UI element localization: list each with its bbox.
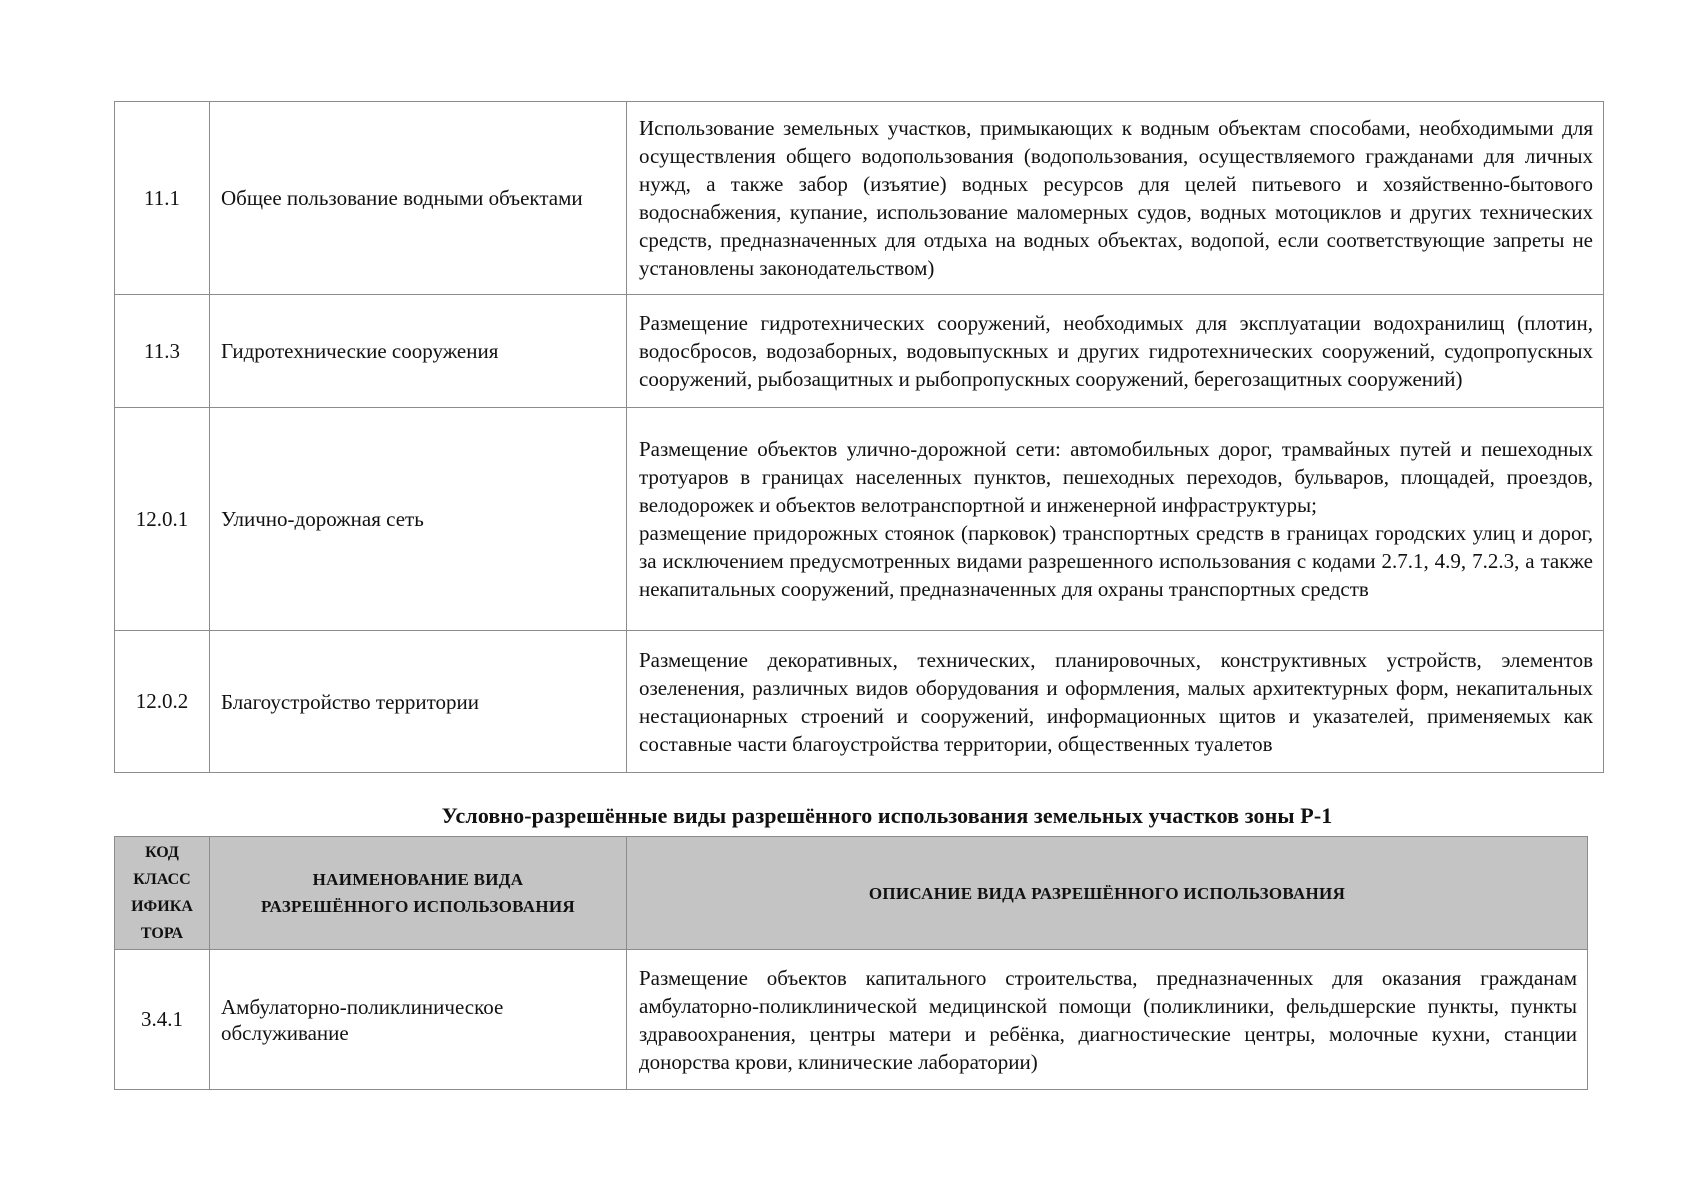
use-type-name: Улично-дорожная сеть [210,408,627,631]
use-type-description [627,631,1604,773]
classifier-code: 12.0.2 [115,631,210,773]
conditional-uses-table [114,836,1588,1090]
use-type-description [627,950,1588,1090]
use-type-description [627,408,1604,631]
permitted-uses-table-continued [114,101,1604,773]
description-paragraph: размещение придорожных стоянок (парковок) транспортных средств в границах городских улиц и дорог, за исключением предусмотренных видами разрешенного использования с кодами 2.7.1, 4.9, 7.2.3, а также некапитальных сооружений, предназначенных для охраны транспортных средств [639,521,1593,601]
use-type-name: Гидротехнические сооружения [210,295,627,408]
header-line: РАЗРЕШЁННОГО ИСПОЛЬЗОВАНИЯ [261,897,575,916]
table-row [115,408,1604,631]
use-type-description [627,295,1604,408]
classifier-code: 3.4.1 [115,950,210,1090]
header-line: ТОРА [140,925,184,942]
header-code [115,837,210,950]
header-line: КОД [145,844,179,861]
table-row [115,950,1588,1090]
header-line: НАИМЕНОВАНИЕ ВИДА [312,870,524,889]
header-line: ИФИКА [131,898,193,915]
description-paragraph: Размещение декоративных, технических, планировочных, конструктивных устройств, элементов озеленения, различных видов оборудования и оформления, малых архитектурных форм, некапитальных нестационарных строений и сооружений, информационных щитов и указателей, применяемых как составные части благоустройства территории, общественных туалетов [639,647,1593,756]
classifier-code: 11.1 [115,102,210,295]
use-type-name: Общее пользование водными объектами [210,102,627,295]
description-paragraph: Размещение объектов капитального строительства, предназначенных для оказания гражданам амбулаторно-поликлинической медицинской помощи (поликлиники, фельдшерские пункты, пункты здравоохранения, центры матери и ребёнка, диагностические центры, молочные кухни, станции донорства крови, клинические лаборатории) [639,965,1577,1074]
header-description: ОПИСАНИЕ ВИДА РАЗРЕШЁННОГО ИСПОЛЬЗОВАНИЯ [627,837,1588,950]
table-row [115,102,1604,295]
description-paragraph: Размещение объектов улично-дорожной сети: автомобильных дорог, трамвайных путей и пешеходных тротуаров в границах населенных пунктов, пешеходных переходов, бульваров, площадей, проездов, велодорожек и объектов велотранспортной и инженерной инфраструктуры; [639,437,1593,517]
use-type-name: Благоустройство территории [210,631,627,773]
classifier-code: 12.0.1 [115,408,210,631]
header-line: КЛАСС [133,871,191,888]
section-title: Условно-разрешённые виды разрешённого использования земельных участков зоны Р-1 [441,803,1333,828]
description-paragraph: Размещение гидротехнических сооружений, необходимых для эксплуатации водохранилищ (плотин, водосбросов, водозаборных, водовыпускных и других гидротехнических сооружений, судопропускных сооружений, рыбозащитных и рыбопропускных сооружений, берегозащитных сооружений) [639,311,1593,391]
description-paragraph: Использование земельных участков, примыкающих к водным объектам способами, необходимыми для осуществления общего водопользования (водопользования, осуществляемого гражданами для личных нужд, а также забор (изъятие) водных ресурсов для целей питьевого и хозяйственно-бытового водоснабжения, купание, использование маломерных судов, водных мотоциклов и других технических средств, предназначенных для отдыха на водных объектах, водопой, если соответствующие запреты не установлены законодательством) [639,116,1593,280]
classifier-code: 11.3 [115,295,210,408]
use-type-name: Амбулаторно-поликлиническое обслуживание [210,950,627,1090]
table-row [115,631,1604,773]
table-row [115,295,1604,408]
use-type-description [627,102,1604,295]
header-name [210,837,627,950]
table-header-row [115,837,1588,950]
